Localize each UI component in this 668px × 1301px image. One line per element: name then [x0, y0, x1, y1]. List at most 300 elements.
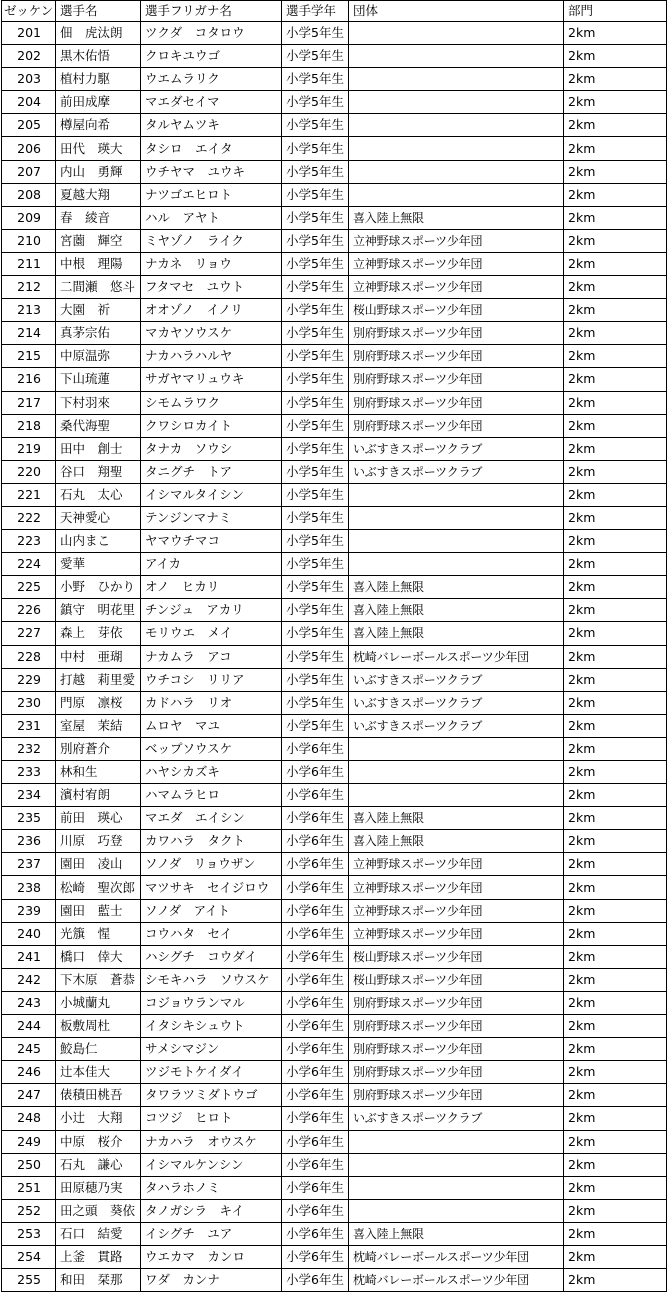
cell-bib: 249 [2, 1130, 56, 1153]
cell-grade: 小学5年生 [282, 714, 349, 737]
cell-kana: ヤマウチマコ [141, 530, 282, 553]
cell-grade: 小学5年生 [282, 506, 349, 529]
table-row [2, 968, 667, 991]
cell-name: 黒木佑悟 [56, 45, 141, 68]
cell-team: 喜入陸上無限 [349, 576, 564, 599]
cell-kana: ワダ カンナ [141, 1269, 282, 1292]
cell-bib: 209 [2, 206, 56, 229]
cell-name: 打越 莉里愛 [56, 668, 141, 691]
cell-kana: クロキユウゴ [141, 45, 282, 68]
cell-division: 2km [564, 91, 667, 114]
cell-name: 中原 桜介 [56, 1130, 141, 1153]
cell-bib: 221 [2, 483, 56, 506]
cell-bib: 243 [2, 991, 56, 1014]
cell-team [349, 91, 564, 114]
cell-kana: ソノダ リョウザン [141, 853, 282, 876]
table-body [2, 22, 667, 1292]
cell-division: 2km [564, 1107, 667, 1130]
cell-division: 2km [564, 1199, 667, 1222]
cell-grade: 小学6年生 [282, 991, 349, 1014]
cell-kana: シモムラワク [141, 391, 282, 414]
cell-bib: 203 [2, 68, 56, 91]
cell-grade: 小学5年生 [282, 668, 349, 691]
cell-grade: 小学5年生 [282, 622, 349, 645]
cell-bib: 210 [2, 229, 56, 252]
cell-grade: 小学5年生 [282, 530, 349, 553]
cell-division: 2km [564, 737, 667, 760]
cell-team: いぶすきスポーツクラブ [349, 1107, 564, 1130]
table-row [2, 1130, 667, 1153]
cell-kana: マエダ エイシン [141, 807, 282, 830]
cell-team: 別府野球スポーツ少年団 [349, 414, 564, 437]
header-division: 部門 [564, 1, 667, 22]
cell-name: 下村羽來 [56, 391, 141, 414]
cell-kana: タルヤムツキ [141, 114, 282, 137]
cell-grade: 小学6年生 [282, 737, 349, 760]
cell-name: 桑代海聖 [56, 414, 141, 437]
table-row [2, 22, 667, 45]
cell-bib: 235 [2, 807, 56, 830]
cell-team: 喜入陸上無限 [349, 807, 564, 830]
cell-grade: 小学5年生 [282, 391, 349, 414]
cell-team [349, 22, 564, 45]
cell-grade: 小学5年生 [282, 368, 349, 391]
cell-name: 門原 凛桜 [56, 691, 141, 714]
cell-grade: 小学5年生 [282, 691, 349, 714]
table-row [2, 322, 667, 345]
cell-grade: 小学5年生 [282, 114, 349, 137]
cell-kana: タナカ ソウシ [141, 437, 282, 460]
table-row [2, 622, 667, 645]
cell-kana: ウエカマ カンロ [141, 1245, 282, 1268]
cell-team: 喜入陸上無限 [349, 830, 564, 853]
cell-team [349, 1199, 564, 1222]
cell-division: 2km [564, 553, 667, 576]
cell-grade: 小学6年生 [282, 807, 349, 830]
cell-grade: 小学5年生 [282, 576, 349, 599]
cell-division: 2km [564, 945, 667, 968]
cell-name: 中村 亜瑚 [56, 645, 141, 668]
cell-grade: 小学5年生 [282, 252, 349, 275]
cell-kana: イシグチ ユア [141, 1222, 282, 1245]
cell-team: 別府野球スポーツ少年団 [349, 991, 564, 1014]
cell-team: 立神野球スポーツ少年団 [349, 853, 564, 876]
table-row [2, 45, 667, 68]
cell-team [349, 68, 564, 91]
cell-name: 下山琉蓮 [56, 368, 141, 391]
cell-team: 立神野球スポーツ少年団 [349, 899, 564, 922]
cell-team [349, 160, 564, 183]
cell-division: 2km [564, 483, 667, 506]
cell-name: 二間瀬 悠斗 [56, 276, 141, 299]
cell-name: 前田 瑛心 [56, 807, 141, 830]
table-row [2, 899, 667, 922]
table-row [2, 1269, 667, 1292]
cell-team: 桜山野球スポーツ少年団 [349, 945, 564, 968]
cell-bib: 251 [2, 1176, 56, 1199]
table-row [2, 506, 667, 529]
cell-team: 別府野球スポーツ少年団 [349, 368, 564, 391]
cell-division: 2km [564, 368, 667, 391]
cell-division: 2km [564, 68, 667, 91]
cell-team [349, 506, 564, 529]
table-row [2, 252, 667, 275]
cell-team: 立神野球スポーツ少年団 [349, 229, 564, 252]
cell-division: 2km [564, 1061, 667, 1084]
table-row [2, 1176, 667, 1199]
cell-division: 2km [564, 437, 667, 460]
table-row [2, 368, 667, 391]
table-row [2, 229, 667, 252]
cell-team [349, 1130, 564, 1153]
table-row [2, 1107, 667, 1130]
cell-team: 別府野球スポーツ少年団 [349, 1015, 564, 1038]
cell-bib: 233 [2, 761, 56, 784]
header-grade: 選手学年 [282, 1, 349, 22]
cell-division: 2km [564, 530, 667, 553]
table-row [2, 530, 667, 553]
cell-team: 枕崎バレーボールスポーツ少年団 [349, 1245, 564, 1268]
cell-name: 別府蒼介 [56, 737, 141, 760]
table-row [2, 876, 667, 899]
cell-kana: ムロヤ マユ [141, 714, 282, 737]
cell-division: 2km [564, 876, 667, 899]
cell-name: 下木原 蒼恭 [56, 968, 141, 991]
cell-division: 2km [564, 784, 667, 807]
cell-kana: ナカハラハルヤ [141, 345, 282, 368]
cell-division: 2km [564, 1038, 667, 1061]
cell-division: 2km [564, 922, 667, 945]
table-row [2, 183, 667, 206]
cell-bib: 227 [2, 622, 56, 645]
cell-team [349, 1176, 564, 1199]
cell-team [349, 1153, 564, 1176]
cell-team: 桜山野球スポーツ少年団 [349, 968, 564, 991]
table-row [2, 483, 667, 506]
cell-division: 2km [564, 899, 667, 922]
cell-division: 2km [564, 1269, 667, 1292]
cell-bib: 211 [2, 252, 56, 275]
cell-team: 別府野球スポーツ少年団 [349, 1061, 564, 1084]
cell-division: 2km [564, 183, 667, 206]
cell-bib: 252 [2, 1199, 56, 1222]
cell-kana: アイカ [141, 553, 282, 576]
cell-name: 愛華 [56, 553, 141, 576]
cell-grade: 小学5年生 [282, 91, 349, 114]
cell-bib: 244 [2, 1015, 56, 1038]
table-row [2, 1084, 667, 1107]
cell-division: 2km [564, 160, 667, 183]
cell-grade: 小学6年生 [282, 1061, 349, 1084]
cell-division: 2km [564, 391, 667, 414]
cell-kana: ナカムラ アコ [141, 645, 282, 668]
cell-kana: マエダセイマ [141, 91, 282, 114]
cell-kana: ツクダ コタロウ [141, 22, 282, 45]
cell-bib: 245 [2, 1038, 56, 1061]
cell-team [349, 137, 564, 160]
cell-team: 別府野球スポーツ少年団 [349, 391, 564, 414]
cell-grade: 小学5年生 [282, 345, 349, 368]
cell-grade: 小学6年生 [282, 945, 349, 968]
cell-grade: 小学5年生 [282, 483, 349, 506]
cell-grade: 小学6年生 [282, 899, 349, 922]
cell-team: 喜入陸上無限 [349, 206, 564, 229]
cell-division: 2km [564, 622, 667, 645]
cell-bib: 218 [2, 414, 56, 437]
cell-grade: 小学5年生 [282, 276, 349, 299]
cell-kana: カワハラ タクト [141, 830, 282, 853]
table-row [2, 830, 667, 853]
cell-division: 2km [564, 114, 667, 137]
cell-name: 板敷周杜 [56, 1015, 141, 1038]
cell-team: いぶすきスポーツクラブ [349, 691, 564, 714]
cell-team: 別府野球スポーツ少年団 [349, 1084, 564, 1107]
cell-name: 谷口 翔聖 [56, 460, 141, 483]
cell-team: いぶすきスポーツクラブ [349, 437, 564, 460]
cell-bib: 216 [2, 368, 56, 391]
cell-kana: イシマルケンシン [141, 1153, 282, 1176]
cell-team: 別府野球スポーツ少年団 [349, 345, 564, 368]
cell-kana: オオゾノ イノリ [141, 299, 282, 322]
cell-grade: 小学6年生 [282, 1107, 349, 1130]
cell-kana: コジョウランマル [141, 991, 282, 1014]
cell-kana: ミヤゾノ ライク [141, 229, 282, 252]
table-row [2, 437, 667, 460]
cell-team [349, 784, 564, 807]
cell-name: 中原温弥 [56, 345, 141, 368]
cell-kana: タニグチ トア [141, 460, 282, 483]
cell-division: 2km [564, 1015, 667, 1038]
cell-kana: ハヤシカズキ [141, 761, 282, 784]
cell-bib: 242 [2, 968, 56, 991]
cell-kana: コツジ ヒロト [141, 1107, 282, 1130]
cell-grade: 小学5年生 [282, 322, 349, 345]
cell-division: 2km [564, 1245, 667, 1268]
cell-bib: 247 [2, 1084, 56, 1107]
cell-kana: イシマルタイシン [141, 483, 282, 506]
header-kana: 選手フリガナ名 [141, 1, 282, 22]
table-row [2, 761, 667, 784]
cell-team: 立神野球スポーツ少年団 [349, 876, 564, 899]
cell-team: 立神野球スポーツ少年団 [349, 922, 564, 945]
table-row [2, 945, 667, 968]
table-row [2, 668, 667, 691]
cell-kana: ウチヤマ ユウキ [141, 160, 282, 183]
cell-bib: 213 [2, 299, 56, 322]
cell-bib: 228 [2, 645, 56, 668]
cell-team: 桜山野球スポーツ少年団 [349, 299, 564, 322]
cell-grade: 小学6年生 [282, 1038, 349, 1061]
cell-kana: ウチコシ リリア [141, 668, 282, 691]
cell-bib: 204 [2, 91, 56, 114]
cell-bib: 201 [2, 22, 56, 45]
cell-team: いぶすきスポーツクラブ [349, 714, 564, 737]
table-row [2, 137, 667, 160]
cell-bib: 254 [2, 1245, 56, 1268]
cell-kana: オノ ヒカリ [141, 576, 282, 599]
cell-name: 光籏 惺 [56, 922, 141, 945]
cell-name: 大園 祈 [56, 299, 141, 322]
cell-name: 田中 創士 [56, 437, 141, 460]
cell-kana: モリウエ メイ [141, 622, 282, 645]
cell-grade: 小学5年生 [282, 460, 349, 483]
header-team: 団体 [349, 1, 564, 22]
cell-team: 喜入陸上無限 [349, 1222, 564, 1245]
cell-grade: 小学5年生 [282, 645, 349, 668]
cell-bib: 206 [2, 137, 56, 160]
cell-team [349, 761, 564, 784]
cell-name: 天神愛心 [56, 506, 141, 529]
cell-division: 2km [564, 645, 667, 668]
cell-name: 田原穂乃実 [56, 1176, 141, 1199]
cell-grade: 小学6年生 [282, 1269, 349, 1292]
table-row [2, 853, 667, 876]
cell-kana: サメシマジン [141, 1038, 282, 1061]
cell-team [349, 737, 564, 760]
cell-team: いぶすきスポーツクラブ [349, 668, 564, 691]
cell-bib: 236 [2, 830, 56, 853]
cell-bib: 246 [2, 1061, 56, 1084]
cell-kana: クワシロカイト [141, 414, 282, 437]
cell-bib: 253 [2, 1222, 56, 1245]
cell-bib: 215 [2, 345, 56, 368]
cell-division: 2km [564, 1084, 667, 1107]
cell-grade: 小学5年生 [282, 599, 349, 622]
cell-kana: ハル アヤト [141, 206, 282, 229]
cell-name: 辻本佳大 [56, 1061, 141, 1084]
cell-team: 立神野球スポーツ少年団 [349, 252, 564, 275]
cell-division: 2km [564, 506, 667, 529]
table-row [2, 206, 667, 229]
cell-division: 2km [564, 853, 667, 876]
cell-kana: ナカネ リョウ [141, 252, 282, 275]
cell-division: 2km [564, 460, 667, 483]
cell-grade: 小学5年生 [282, 437, 349, 460]
header-row [2, 1, 667, 22]
cell-division: 2km [564, 1153, 667, 1176]
table-row [2, 460, 667, 483]
header-name: 選手名 [56, 1, 141, 22]
cell-division: 2km [564, 1176, 667, 1199]
cell-kana: タワラツミダトウゴ [141, 1084, 282, 1107]
cell-team [349, 553, 564, 576]
cell-grade: 小学5年生 [282, 45, 349, 68]
cell-bib: 217 [2, 391, 56, 414]
cell-kana: ハシグチ コウダイ [141, 945, 282, 968]
table-row [2, 737, 667, 760]
cell-kana: コウハタ セイ [141, 922, 282, 945]
cell-bib: 230 [2, 691, 56, 714]
cell-division: 2km [564, 668, 667, 691]
table-row [2, 1015, 667, 1038]
cell-grade: 小学6年生 [282, 968, 349, 991]
cell-grade: 小学5年生 [282, 229, 349, 252]
table-row [2, 691, 667, 714]
cell-grade: 小学5年生 [282, 68, 349, 91]
cell-kana: カドハラ リオ [141, 691, 282, 714]
cell-name: 園田 凌山 [56, 853, 141, 876]
cell-team [349, 483, 564, 506]
cell-division: 2km [564, 252, 667, 275]
cell-bib: 232 [2, 737, 56, 760]
table-row [2, 160, 667, 183]
cell-bib: 214 [2, 322, 56, 345]
cell-team [349, 114, 564, 137]
cell-name: 和田 栞那 [56, 1269, 141, 1292]
cell-division: 2km [564, 830, 667, 853]
cell-kana: フタマセ ユウト [141, 276, 282, 299]
cell-bib: 255 [2, 1269, 56, 1292]
cell-name: 佃 虎汰朗 [56, 22, 141, 45]
cell-name: 山内まこ [56, 530, 141, 553]
cell-name: 内山 勇輝 [56, 160, 141, 183]
cell-team [349, 183, 564, 206]
cell-bib: 223 [2, 530, 56, 553]
cell-division: 2km [564, 322, 667, 345]
table-row [2, 91, 667, 114]
cell-name: 石丸 太心 [56, 483, 141, 506]
cell-name: 田之頭 葵依 [56, 1199, 141, 1222]
cell-grade: 小学6年生 [282, 922, 349, 945]
cell-division: 2km [564, 991, 667, 1014]
cell-team: 立神野球スポーツ少年団 [349, 276, 564, 299]
cell-team: 別府野球スポーツ少年団 [349, 1038, 564, 1061]
cell-bib: 226 [2, 599, 56, 622]
table-row [2, 114, 667, 137]
cell-bib: 237 [2, 853, 56, 876]
cell-kana: テンジンマナミ [141, 506, 282, 529]
cell-division: 2km [564, 137, 667, 160]
cell-kana: ハマムラヒロ [141, 784, 282, 807]
header-bib: ゼッケン [2, 1, 56, 22]
cell-kana: ナカハラ オウスケ [141, 1130, 282, 1153]
table-row [2, 1038, 667, 1061]
cell-grade: 小学6年生 [282, 1153, 349, 1176]
cell-division: 2km [564, 345, 667, 368]
cell-bib: 205 [2, 114, 56, 137]
cell-grade: 小学5年生 [282, 137, 349, 160]
cell-kana: チンジュ アカリ [141, 599, 282, 622]
cell-team: 別府野球スポーツ少年団 [349, 322, 564, 345]
cell-kana: ナツゴエヒロト [141, 183, 282, 206]
cell-name: 小辻 大翔 [56, 1107, 141, 1130]
entry-table [1, 0, 667, 1292]
cell-bib: 208 [2, 183, 56, 206]
cell-kana: タノガシラ キイ [141, 1199, 282, 1222]
cell-bib: 240 [2, 922, 56, 945]
cell-grade: 小学6年生 [282, 830, 349, 853]
cell-name: 宮薗 輝空 [56, 229, 141, 252]
cell-bib: 250 [2, 1153, 56, 1176]
cell-kana: タシロ エイタ [141, 137, 282, 160]
cell-name: 田代 瑛大 [56, 137, 141, 160]
cell-division: 2km [564, 1130, 667, 1153]
cell-bib: 239 [2, 899, 56, 922]
cell-grade: 小学6年生 [282, 761, 349, 784]
table-row [2, 991, 667, 1014]
cell-division: 2km [564, 229, 667, 252]
cell-grade: 小学6年生 [282, 1222, 349, 1245]
cell-division: 2km [564, 299, 667, 322]
cell-team: いぶすきスポーツクラブ [349, 460, 564, 483]
cell-division: 2km [564, 968, 667, 991]
cell-team: 枕崎バレーボールスポーツ少年団 [349, 1269, 564, 1292]
cell-bib: 225 [2, 576, 56, 599]
cell-team [349, 45, 564, 68]
cell-kana: タハラホノミ [141, 1176, 282, 1199]
cell-division: 2km [564, 691, 667, 714]
cell-name: 橋口 倖大 [56, 945, 141, 968]
